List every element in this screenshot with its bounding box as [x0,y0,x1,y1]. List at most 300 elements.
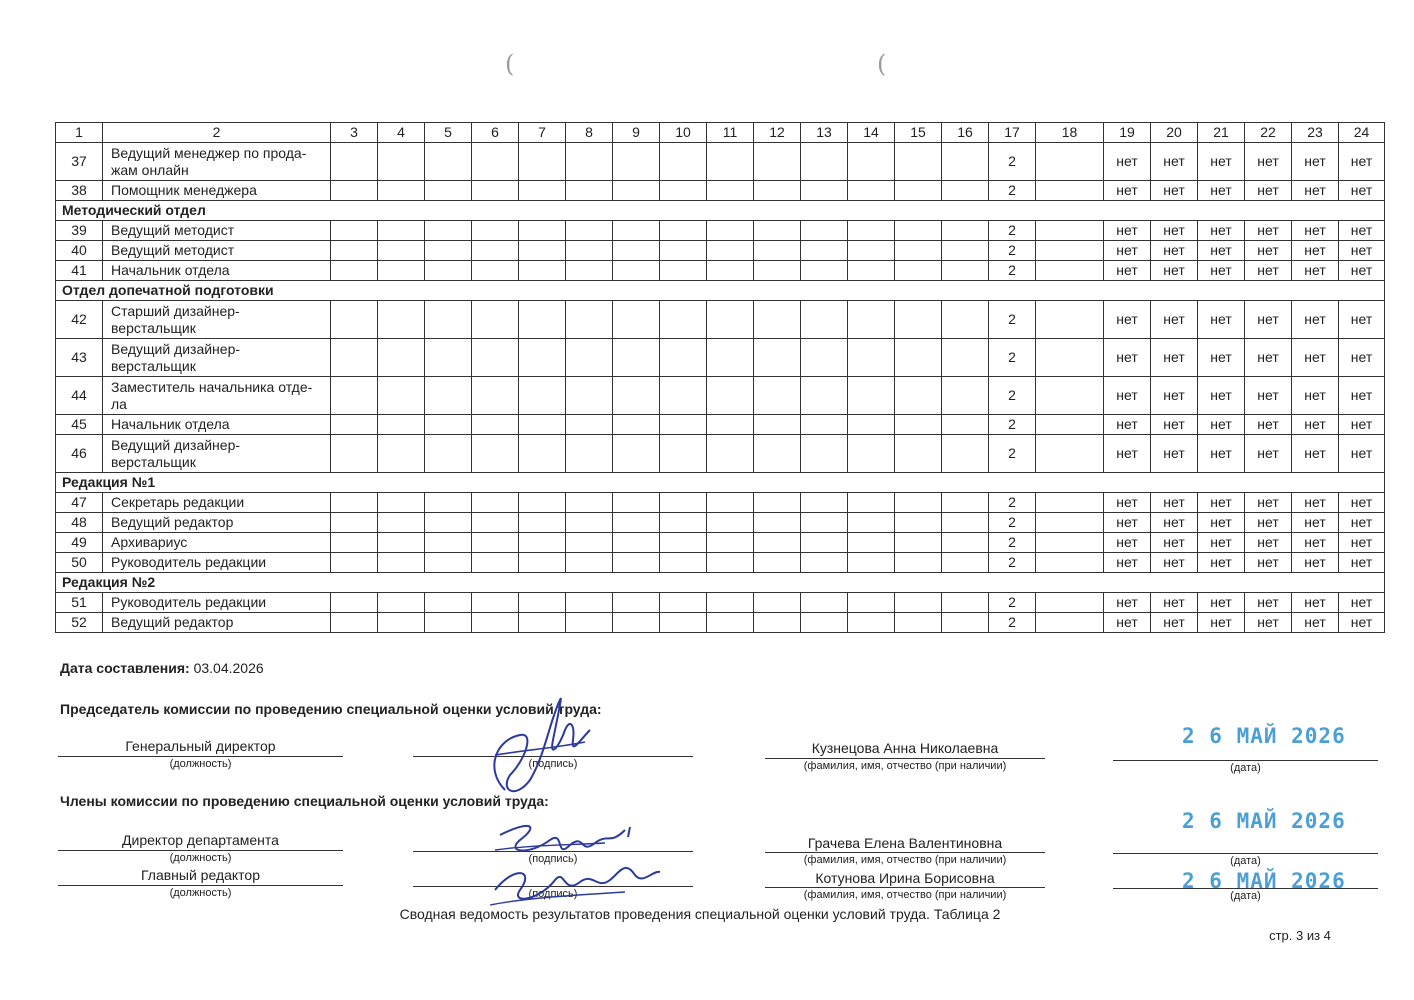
empty-cell [707,513,754,533]
empty-cell [754,533,801,553]
column-header: 16 [942,123,989,143]
column-header: 3 [331,123,378,143]
date-stamp: 2 6 МАЙ 2026 [1182,869,1346,893]
column-header: 15 [895,123,942,143]
no-value-cell: нет [1292,339,1339,377]
signature-caption: (подпись) [528,853,578,865]
date-line [1113,888,1378,889]
position-line [58,885,343,886]
empty-cell [519,261,566,281]
signature-caption: (подпись) [528,888,578,900]
empty-cell [331,301,378,339]
empty-cell [378,181,425,201]
empty-cell [942,339,989,377]
empty-cell [519,143,566,181]
section-row [56,473,1385,493]
empty-cell [378,493,425,513]
empty-cell [378,435,425,473]
empty-cell [519,435,566,473]
column-header: 11 [707,123,754,143]
empty-cell [801,593,848,613]
class-value: 2 [989,493,1036,513]
empty-cell [472,377,519,415]
empty-cell [707,553,754,573]
class-value: 2 [989,301,1036,339]
empty-cell [660,435,707,473]
empty-cell [754,593,801,613]
row-number: 42 [56,301,103,339]
empty-cell [519,377,566,415]
empty-cell [566,613,613,633]
empty-cell [519,415,566,435]
empty-cell [801,339,848,377]
empty-cell [472,143,519,181]
column-header: 2 [103,123,331,143]
no-value-cell: нет [1245,493,1292,513]
empty-cell [331,553,378,573]
table-row [56,513,1385,533]
empty-cell [613,435,660,473]
empty-cell [331,377,378,415]
column-header: 8 [566,123,613,143]
empty-cell [707,221,754,241]
table-row [56,553,1385,573]
class-value: 2 [989,435,1036,473]
column-header: 20 [1151,123,1198,143]
empty-cell [848,435,895,473]
chairman-signature [465,680,605,810]
empty-cell [331,339,378,377]
empty-cell [378,513,425,533]
member2-signature [485,850,665,915]
position-name: Архивариус [103,533,331,553]
class-value: 2 [989,415,1036,435]
empty-cell [1036,553,1104,573]
column-header: 14 [848,123,895,143]
empty-cell [519,513,566,533]
table-row [56,143,1385,181]
no-value-cell: нет [1151,553,1198,573]
empty-cell [942,513,989,533]
empty-cell [378,533,425,553]
empty-cell [801,553,848,573]
position-name: Ведущий методист [103,221,331,241]
empty-cell [660,261,707,281]
table-row [56,301,1385,339]
empty-cell [331,513,378,533]
empty-cell [566,513,613,533]
empty-cell [472,261,519,281]
no-value-cell: нет [1339,493,1385,513]
empty-cell [754,261,801,281]
column-header: 7 [519,123,566,143]
empty-cell [519,533,566,553]
no-value-cell: нет [1292,435,1339,473]
document-title: Сводная ведомость результатов проведения специальной оценки условий труда. Таблица 2 [399,906,1001,922]
table-row [56,241,1385,261]
empty-cell [472,181,519,201]
row-number: 40 [56,241,103,261]
empty-cell [660,593,707,613]
fio-caption: (фамилия, имя, отчество (при наличии) [803,854,1007,866]
empty-cell [1036,377,1104,415]
no-value-cell: нет [1151,613,1198,633]
empty-cell [660,301,707,339]
empty-cell [331,593,378,613]
empty-cell [707,181,754,201]
no-value-cell: нет [1104,377,1151,415]
empty-cell [942,533,989,553]
no-value-cell: нет [1198,143,1245,181]
column-header: 23 [1292,123,1339,143]
row-number: 45 [56,415,103,435]
class-value: 2 [989,181,1036,201]
empty-cell [848,261,895,281]
class-value: 2 [989,261,1036,281]
empty-cell [660,339,707,377]
row-number: 49 [56,533,103,553]
member2-position: Главный редактор [140,867,261,883]
empty-cell [848,241,895,261]
empty-cell [1036,143,1104,181]
row-number: 37 [56,143,103,181]
empty-cell [613,513,660,533]
empty-cell [331,143,378,181]
empty-cell [472,613,519,633]
chairman-position: Генеральный директор [125,738,276,754]
column-header: 24 [1339,123,1385,143]
empty-cell [566,221,613,241]
empty-cell [895,613,942,633]
empty-cell [472,533,519,553]
empty-cell [848,181,895,201]
empty-cell [425,301,472,339]
empty-cell [425,435,472,473]
empty-cell [1036,261,1104,281]
position-name: Начальник отдела [103,415,331,435]
no-value-cell: нет [1198,593,1245,613]
table-row [56,181,1385,201]
empty-cell [1036,221,1104,241]
empty-cell [331,261,378,281]
empty-cell [1036,339,1104,377]
members-heading: Члены комиссии по проведению специальной оценки условий труда: [60,793,549,809]
empty-cell [425,513,472,533]
empty-cell [801,377,848,415]
empty-cell [472,553,519,573]
empty-cell [942,301,989,339]
no-value-cell: нет [1245,181,1292,201]
empty-cell [331,241,378,261]
column-header: 5 [425,123,472,143]
no-value-cell: нет [1104,339,1151,377]
no-value-cell: нет [1104,181,1151,201]
empty-cell [472,339,519,377]
empty-cell [566,593,613,613]
table-row [56,415,1385,435]
no-value-cell: нет [1245,613,1292,633]
empty-cell [707,377,754,415]
empty-cell [895,339,942,377]
empty-cell [801,513,848,533]
empty-cell [331,181,378,201]
empty-cell [895,143,942,181]
empty-cell [566,261,613,281]
table-row [56,435,1385,473]
class-value: 2 [989,241,1036,261]
class-value: 2 [989,613,1036,633]
no-value-cell: нет [1151,377,1198,415]
empty-cell [613,493,660,513]
empty-cell [942,435,989,473]
empty-cell [754,181,801,201]
empty-cell [331,613,378,633]
empty-cell [848,613,895,633]
empty-cell [895,493,942,513]
no-value-cell: нет [1339,377,1385,415]
empty-cell [754,513,801,533]
empty-cell [801,435,848,473]
no-value-cell: нет [1292,593,1339,613]
no-value-cell: нет [1245,377,1292,415]
no-value-cell: нет [1198,553,1245,573]
empty-cell [425,533,472,553]
empty-cell [942,613,989,633]
date-compiled [60,660,264,676]
no-value-cell: нет [1339,221,1385,241]
empty-cell [566,553,613,573]
date-value: 03.04.2026 [193,660,264,676]
no-value-cell: нет [1245,241,1292,261]
no-value-cell: нет [1292,261,1339,281]
empty-cell [754,613,801,633]
column-header: 9 [613,123,660,143]
row-number: 48 [56,513,103,533]
empty-cell [848,415,895,435]
no-value-cell: нет [1198,377,1245,415]
empty-cell [331,493,378,513]
empty-cell [848,377,895,415]
empty-cell [754,143,801,181]
no-value-cell: нет [1198,339,1245,377]
empty-cell [942,377,989,415]
empty-cell [519,241,566,261]
empty-cell [378,377,425,415]
no-value-cell: нет [1292,513,1339,533]
empty-cell [754,221,801,241]
empty-cell [660,533,707,553]
punch-hole-mark: ( [877,50,887,78]
row-number: 51 [56,593,103,613]
no-value-cell: нет [1292,613,1339,633]
empty-cell [707,301,754,339]
no-value-cell: нет [1104,435,1151,473]
empty-cell [613,339,660,377]
class-value: 2 [989,513,1036,533]
no-value-cell: нет [1104,593,1151,613]
no-value-cell: нет [1292,377,1339,415]
empty-cell [472,435,519,473]
empty-cell [331,533,378,553]
table-row [56,593,1385,613]
empty-cell [566,377,613,415]
section-label: Редакция №1 [56,473,1385,493]
no-value-cell: нет [1245,435,1292,473]
position-name: Секретарь редакции [103,493,331,513]
empty-cell [613,181,660,201]
no-value-cell: нет [1198,301,1245,339]
empty-cell [378,415,425,435]
column-header: 4 [378,123,425,143]
position-name: Ведущий методист [103,241,331,261]
date-stamp: 2 6 МАЙ 2026 [1182,809,1346,833]
empty-cell [895,221,942,241]
no-value-cell: нет [1151,493,1198,513]
empty-cell [566,143,613,181]
empty-cell [378,593,425,613]
no-value-cell: нет [1245,261,1292,281]
empty-cell [707,415,754,435]
column-header: 19 [1104,123,1151,143]
no-value-cell: нет [1339,435,1385,473]
no-value-cell: нет [1245,143,1292,181]
no-value-cell: нет [1292,241,1339,261]
empty-cell [801,415,848,435]
section-label: Редакция №2 [56,573,1385,593]
empty-cell [895,553,942,573]
empty-cell [378,261,425,281]
empty-cell [848,221,895,241]
no-value-cell: нет [1245,513,1292,533]
empty-cell [378,221,425,241]
position-line [58,756,343,757]
class-value: 2 [989,553,1036,573]
position-name: Ведущий дизайнер- верстальщик [103,435,331,473]
empty-cell [707,261,754,281]
empty-cell [801,221,848,241]
empty-cell [1036,493,1104,513]
position-caption: (должность) [169,887,232,899]
fio-caption: (фамилия, имя, отчество (при наличии) [803,889,1007,901]
no-value-cell: нет [1245,533,1292,553]
empty-cell [801,241,848,261]
empty-cell [895,301,942,339]
date-caption: (дата) [1230,762,1261,774]
empty-cell [801,493,848,513]
empty-cell [378,241,425,261]
section-label: Отдел допечатной подготовки [56,281,1385,301]
empty-cell [378,339,425,377]
no-value-cell: нет [1339,261,1385,281]
no-value-cell: нет [1339,553,1385,573]
position-name: Начальник отдела [103,261,331,281]
no-value-cell: нет [1339,301,1385,339]
empty-cell [754,339,801,377]
position-caption: (должность) [169,758,232,770]
empty-cell [942,415,989,435]
empty-cell [331,221,378,241]
no-value-cell: нет [1151,181,1198,201]
no-value-cell: нет [1245,221,1292,241]
empty-cell [425,181,472,201]
empty-cell [942,261,989,281]
empty-cell [472,593,519,613]
empty-cell [754,415,801,435]
empty-cell [801,301,848,339]
class-value: 2 [989,593,1036,613]
empty-cell [613,533,660,553]
empty-cell [519,593,566,613]
position-name: Старший дизайнер- верстальщик [103,301,331,339]
empty-cell [331,415,378,435]
empty-cell [1036,181,1104,201]
section-row [56,281,1385,301]
no-value-cell: нет [1292,181,1339,201]
empty-cell [566,435,613,473]
row-number: 39 [56,221,103,241]
empty-cell [895,415,942,435]
no-value-cell: нет [1104,261,1151,281]
empty-cell [754,493,801,513]
empty-cell [707,533,754,553]
column-header: 1 [56,123,103,143]
row-number: 41 [56,261,103,281]
empty-cell [895,533,942,553]
empty-cell [519,221,566,241]
empty-cell [707,493,754,513]
no-value-cell: нет [1151,339,1198,377]
class-value: 2 [989,377,1036,415]
no-value-cell: нет [1292,553,1339,573]
no-value-cell: нет [1151,241,1198,261]
table-row [56,261,1385,281]
empty-cell [942,221,989,241]
no-value-cell: нет [1245,339,1292,377]
position-name: Ведущий редактор [103,513,331,533]
no-value-cell: нет [1245,415,1292,435]
table-row [56,377,1385,415]
empty-cell [942,181,989,201]
no-value-cell: нет [1151,415,1198,435]
empty-cell [566,339,613,377]
date-line [1113,760,1378,761]
fio-line [765,887,1045,888]
row-number: 52 [56,613,103,633]
empty-cell [1036,301,1104,339]
empty-cell [519,301,566,339]
empty-cell [425,339,472,377]
column-header: 13 [801,123,848,143]
no-value-cell: нет [1151,221,1198,241]
no-value-cell: нет [1198,493,1245,513]
no-value-cell: нет [1339,613,1385,633]
no-value-cell: нет [1151,301,1198,339]
empty-cell [519,493,566,513]
empty-cell [801,261,848,281]
table-row [56,613,1385,633]
empty-cell [660,143,707,181]
date-caption: (дата) [1230,890,1261,902]
class-value: 2 [989,143,1036,181]
no-value-cell: нет [1292,415,1339,435]
no-value-cell: нет [1245,593,1292,613]
empty-cell [566,241,613,261]
no-value-cell: нет [1245,553,1292,573]
no-value-cell: нет [1292,221,1339,241]
empty-cell [707,593,754,613]
date-stamp: 2 6 МАЙ 2026 [1182,724,1346,748]
date-line [1113,853,1378,854]
